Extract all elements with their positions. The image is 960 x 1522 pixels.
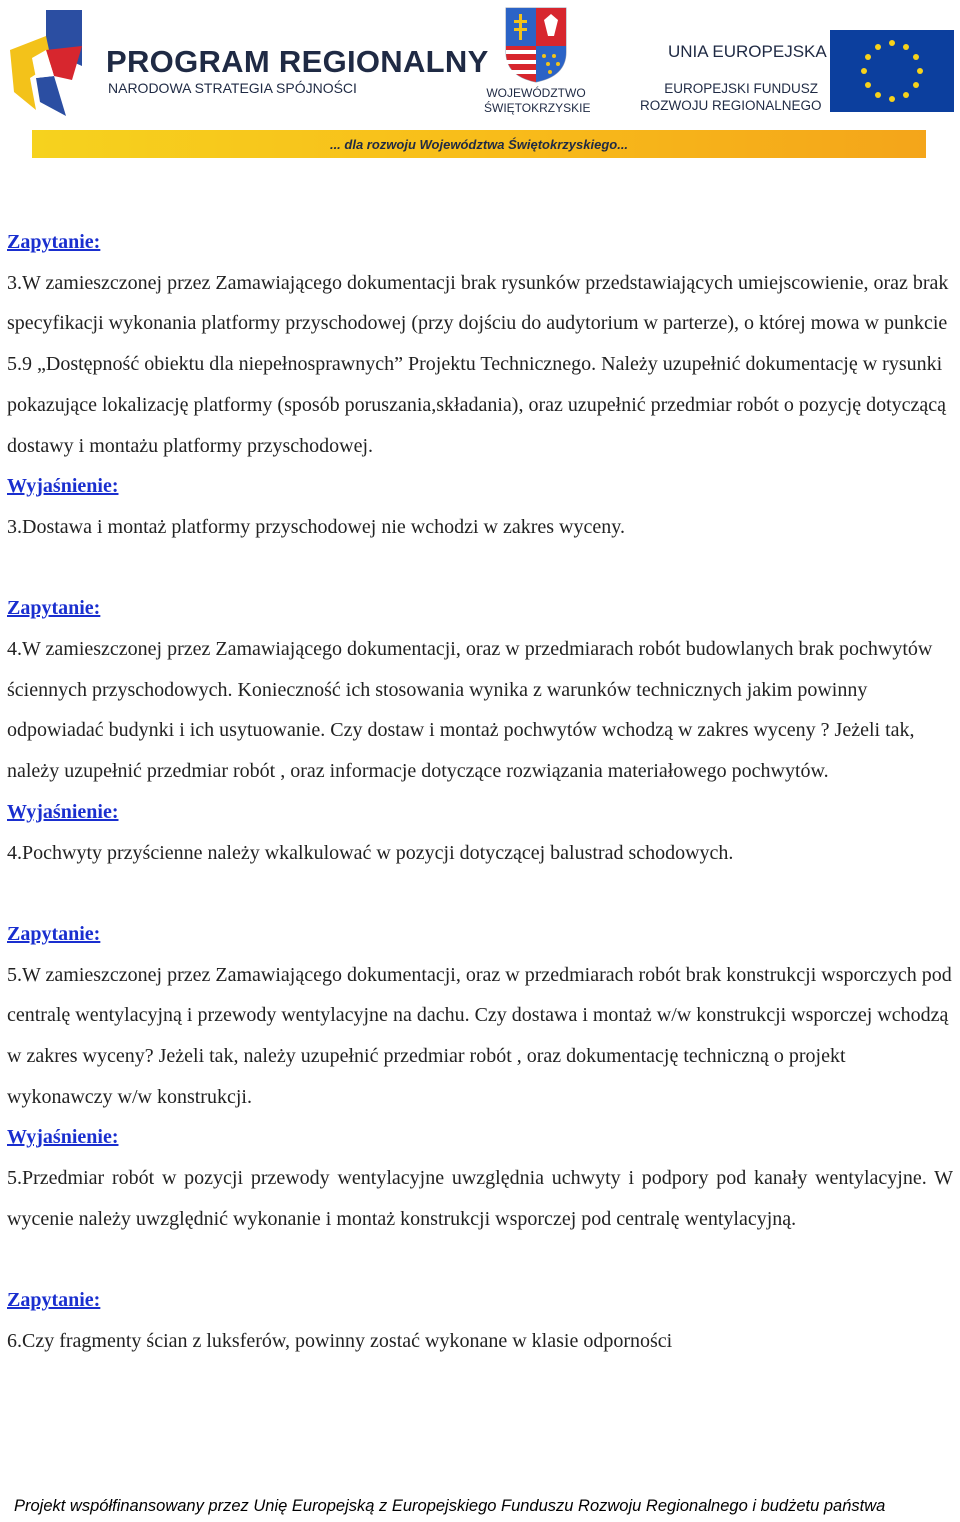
question-text: 4.W zamieszczonej przez Zamawiającego dokumentacji, oraz w przedmiarach robót budowlanych brak pochwytów ściennych przyschodowych. Konieczność ich stosowania wynika z warunków technicznych jakim powinny odpowiadać budynki i ich usytuowanie. Czy dostaw i montaż pochwytów wchodzą w zakres wyceny ? Jeżeli tak, należy uzupełnić przedmiar robót , oraz informacje dotyczące rozwiązania materiałowego pochwytów. [7,638,933,783]
answer-label: Wyjaśnienie: [7,1126,119,1149]
program-subtitle: NARODOWA STRATEGIA SPÓJNOŚCI [108,80,357,96]
question-text: 3.W zamieszczonej przez Zamawiającego dokumentacji brak rysunków przedstawiających umiejscowienie, oraz brak specyfikacji wykonania platformy przyschodowej (przy dojściu do audytorium w parterze), o której mowa w punkcie 5.9 „Dostępność obiektu dla niepełnosprawnych” Projektu Technicznego. Należy uzupełnić dokumentację w rysunki pokazujące lokalizację platformy (sposób poruszania,składania), oraz uzupełnić przedmiar robót o pozycję dotyczącą dostawy i montażu platformy przyschodowej. [7,271,949,457]
answer-label: Wyjaśnienie: [7,475,119,498]
voivodeship-name [484,86,591,116]
answer-text: 3.Dostawa i montaż platformy przyschodowej nie wchodzi w zakres wyceny. [7,515,625,538]
spacer [7,548,953,589]
eu-flag-icon [830,30,954,112]
question-label: Zapytanie: [7,597,101,620]
program-regionalny-star-icon [6,6,88,124]
fund-line-1: EUROPEJSKI FUNDUSZ [664,81,818,96]
voivodeship-line-1: WOJEWÓDZTWO [486,86,586,100]
page-header [0,0,960,165]
answer-label: Wyjaśnienie: [7,800,119,823]
fund-name [640,80,822,114]
program-title: PROGRAM REGIONALNY [106,44,489,79]
question-label: Zapytanie: [7,1289,101,1312]
voivodeship-line-2: ŚWIĘTOKRZYSKIE [484,101,591,115]
answer-text: 5.Przedmiar robót w pozycji przewody wentylacyjne uwzględnia uchwyty i podpory pod kanały wentylacyjne. W wycenie należy uwzględnić wykonanie i montaż konstrukcji wsporczej pod centralę wentylacyjną. [7,1167,953,1230]
question-label: Zapytanie: [7,231,101,253]
answer-text: 4.Pochwyty przyścienne należy wkalkulować w pozycji dotyczącej balustrad schodowych. [7,841,734,864]
eu-title: UNIA EUROPEJSKA [668,42,827,61]
spacer [7,873,953,914]
header-banner [32,130,926,158]
spacer [7,1240,953,1281]
question-label: Zapytanie: [7,922,101,945]
question-text: 5.W zamieszczonej przez Zamawiającego dokumentacji, oraz w przedmiarach robót brak konstrukcji wsporczych pod centralę wentylacyjną i przewody wentylacyjne na dachu. Czy dostawa i montaż w/w konstrukcji wsporczej wchodzą w zakres wyceny? Jeżeli tak, należy uzupełnić przedmiar robót , oraz dokumentację techniczną o projekt wykonawczy w/w konstrukcji. [7,963,952,1108]
coat-of-arms-icon [504,6,568,84]
fund-line-2: ROZWOJU REGIONALNEGO [640,98,822,113]
banner-text: ... dla rozwoju Województwa Świętokrzyskiego... [329,136,629,152]
document-body [7,222,953,1362]
question-text: 6.Czy fragmenty ścian z luksferów, powinny zostać wykonane w klasie odporności [7,1329,673,1352]
page-footer: Projekt współfinansowany przez Unię Europejską z Europejskiego Funduszu Rozwoju Regionalnego i budżetu państwa [14,1497,886,1515]
